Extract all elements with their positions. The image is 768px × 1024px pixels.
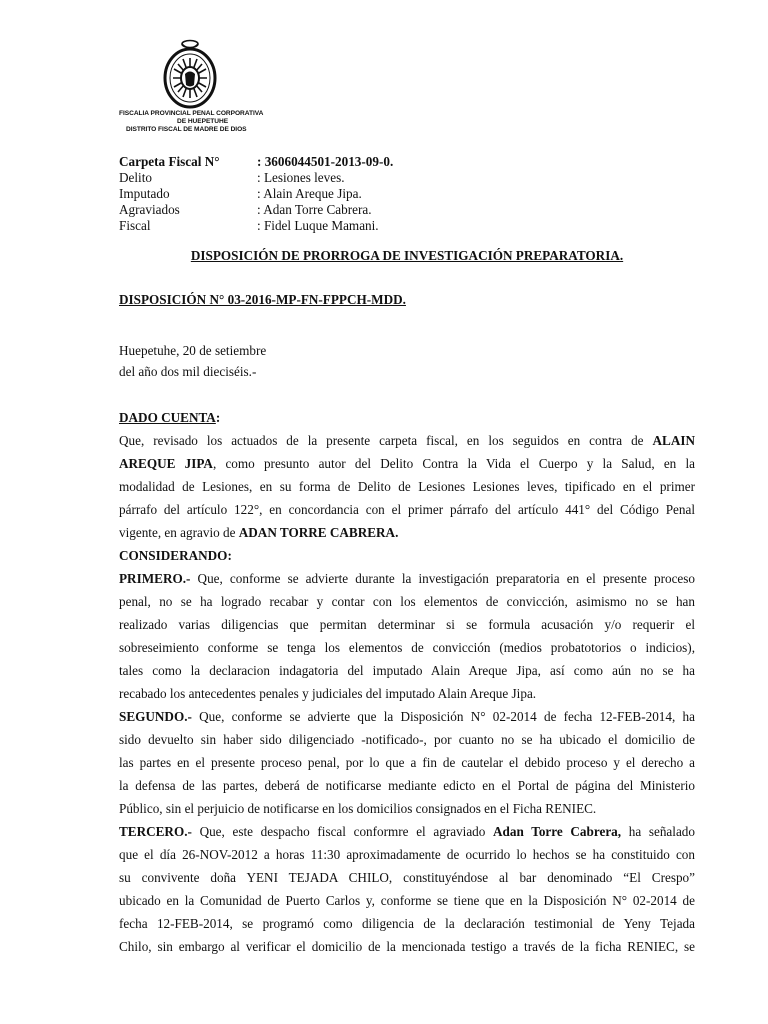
case-label: Carpeta Fiscal N° — [119, 154, 220, 169]
text: Que, revisado los actuados de la presente carpeta fiscal, en los seguidos en contra de — [119, 433, 653, 448]
case-row-prosecutor — [119, 218, 393, 234]
institution-name — [119, 110, 269, 134]
section-heading-considerando: CONSIDERANDO: — [119, 548, 232, 563]
paragraph-line: penal, no se ha logrado recabar y contar con los elementos de convicción, asimismo no se han — [119, 594, 695, 609]
case-value: : Alain Areque Jipa. — [257, 186, 362, 201]
institution-seal-logo — [162, 38, 218, 110]
case-row-accused — [119, 186, 393, 202]
case-label: Agraviados — [119, 202, 180, 217]
heading-colon: : — [215, 410, 221, 425]
place-date-line: del año dos mil dieciséis.- — [119, 364, 257, 379]
institution-line: DISTRITO FISCAL DE MADRE DE DIOS — [126, 126, 247, 133]
paragraph-line — [119, 705, 695, 728]
paragraph-line — [119, 567, 695, 590]
case-value: : Adan Torre Cabrera. — [257, 202, 372, 217]
text: ha señalado — [621, 824, 695, 839]
case-row-folder — [119, 154, 393, 170]
paragraph-line: que el día 26-NOV-2012 a horas 11:30 aproximadamente de ocurrido lo hechos se ha constituido con — [119, 847, 695, 862]
item-label: SEGUNDO.- — [119, 709, 192, 724]
disposition-number: DISPOSICIÓN N° 03-2016-MP-FN-FPPCH-MDD. — [119, 292, 406, 307]
paragraph-line — [119, 521, 695, 544]
bold-text: ADAN TORRE CABRERA. — [238, 525, 399, 540]
bold-text: AREQUE JIPA — [119, 456, 213, 471]
paragraph-line: sobreseimiento conforme se tenga los elementos de convicción (medios probatotorios o indicios), — [119, 640, 695, 655]
bold-text: Adan Torre Cabrera, — [493, 824, 622, 839]
paragraph-line: párrafo del artículo 122°, en concordancia con el primer párrafo del artículo 441° del Código Penal — [119, 502, 695, 517]
heading-text: DADO CUENTA — [119, 410, 216, 425]
paragraph-line: las partes en el presente proceso penal, por lo que a fin de cautelar el debido proceso y el derecho a — [119, 755, 695, 770]
paragraph-line: sido devuelto sin haber sido diligenciado -notificado-, por cuanto no se ha ubicado el domicilio de — [119, 732, 695, 747]
place-date-line: Huepetuhe, 20 de setiembre — [119, 343, 267, 358]
bold-text: ALAIN — [652, 433, 695, 448]
paragraph-line: recabado los antecedentes penales y judiciales del imputado Alain Areque Jipa. — [119, 686, 537, 701]
institution-line: FISCALIA PROVINCIAL PENAL CORPORATIVA — [119, 110, 264, 117]
case-value: : 3606044501-2013-09-0. — [257, 154, 394, 169]
document-title: DISPOSICIÓN DE PRORROGA DE INVESTIGACIÓN PREPARATORIA. — [190, 248, 624, 263]
item-label: TERCERO.- — [119, 824, 192, 839]
paragraph-line: ubicado en la Comunidad de Puerto Carlos y, conforme se tiene que en la Disposición N° 02-2014 de — [119, 893, 695, 908]
paragraph-line: fecha 12-FEB-2014, se programó como diligencia de la declaración testimonial de Yeny Tejada — [119, 916, 695, 931]
paragraph-line: Público, sin el perjuicio de notificarse en los domicilios consignados en el Ficha RENIEC. — [119, 801, 597, 816]
paragraph-line: tales como la declaracion indagatoria del imputado Alain Areque Jipa, así como aún no se ha — [119, 663, 695, 678]
case-label: Imputado — [119, 186, 170, 201]
paragraph-line — [119, 452, 695, 475]
paragraph-line — [119, 429, 695, 452]
section-heading-dado-cuenta — [119, 406, 695, 429]
text: vigente, en agravio de — [119, 525, 239, 540]
case-value: : Lesiones leves. — [257, 170, 345, 185]
case-label: Fiscal — [119, 218, 151, 233]
place-date — [119, 340, 266, 382]
paragraph-line: realizado varias diligencias que permitan determinar si se formula acusación y/o requerir el — [119, 617, 695, 632]
case-details — [119, 154, 393, 234]
paragraph-line — [119, 820, 695, 843]
case-value: : Fidel Luque Mamani. — [257, 218, 379, 233]
institution-line: DE HUEPETUHE — [177, 118, 229, 125]
text: Que, conforme se advierte que la Disposición N° 02-2014 de fecha 12-FEB-2014, ha — [191, 709, 695, 724]
text: Que, este despacho fiscal conformre el agraviado — [191, 824, 494, 839]
case-row-crime — [119, 170, 393, 186]
paragraph-line: modalidad de Lesiones, en su forma de Delito de Lesiones Lesiones leves, tipificado en el primer — [119, 479, 695, 494]
paragraph-line: su convivente doña YENI TEJADA CHILO, constituyéndose al bar denominado “El Crespo” — [119, 870, 695, 885]
text: Que, conforme se advierte durante la investigación preparatoria en el presente proceso — [190, 571, 695, 586]
case-row-victims — [119, 202, 393, 218]
item-label: PRIMERO.- — [119, 571, 191, 586]
text: , como presunto autor del Delito Contra la Vida el Cuerpo y la Salud, en la — [212, 456, 695, 471]
paragraph-line: Chilo, sin embargo al verificar el domicilio de la mencionada testigo a través de la ficha RENIEC, se — [119, 939, 695, 954]
document-body — [119, 406, 695, 958]
paragraph-line: la defensa de las partes, deberá de notificarse mediante edicto en el Portal de página del Ministerio — [119, 778, 695, 793]
case-label: Delito — [119, 170, 152, 185]
